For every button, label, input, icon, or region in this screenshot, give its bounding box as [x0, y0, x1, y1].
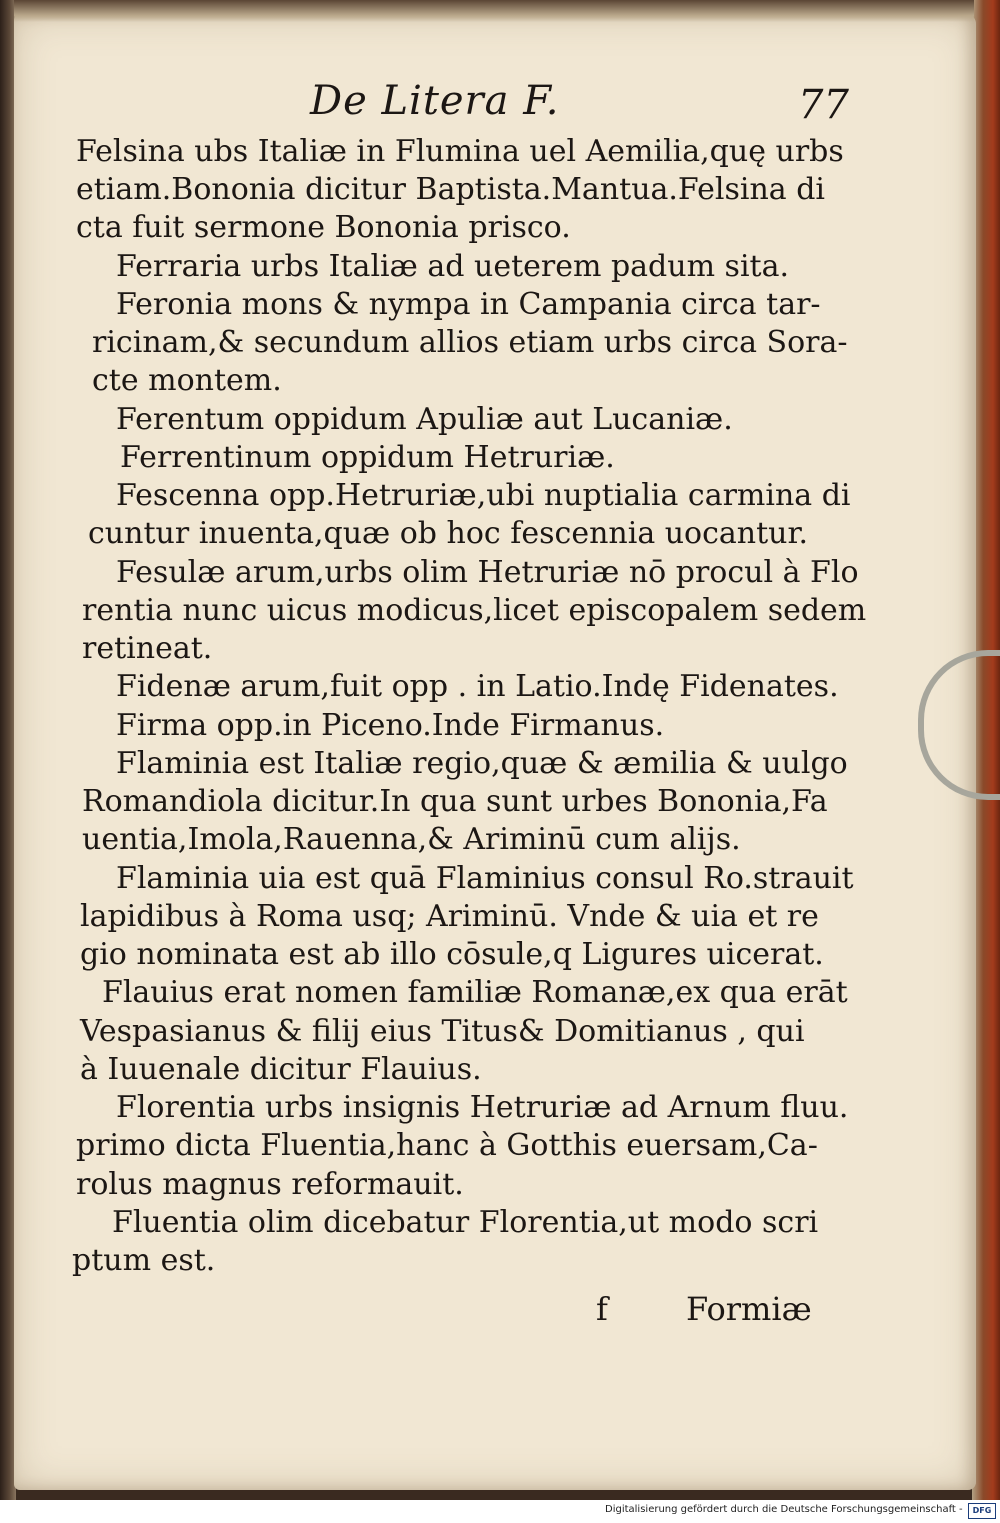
text-line: cte montem. [92, 363, 282, 398]
text-line: Feronia mons & nympa in Campania circa tar- [116, 287, 821, 322]
text-line: rentia nunc uicus modicus,licet episcopalem sedem [82, 593, 867, 628]
text-line: rolus magnus reformauit. [76, 1167, 464, 1202]
running-head: De Litera F. [310, 78, 560, 124]
signature-mark: f [596, 1290, 608, 1328]
text-line: Felsina ubs Italiæ in Flumina uel Aemilia,quę urbs [76, 134, 844, 169]
text-line: cta fuit sermone Bononia prisco. [76, 210, 571, 245]
page-number: 77 [798, 82, 849, 128]
text-line: à Iuuenale dicitur Flauius. [80, 1052, 482, 1087]
text-line: Flauius erat nomen familiæ Romanæ,ex qua erāt [102, 975, 848, 1010]
text-line: Firma opp.in Piceno.Inde Firmanus. [116, 708, 665, 743]
funding-notice: Digitalisierung gefördert durch die Deutsche Forschungsgemeinschaft - [605, 1504, 963, 1515]
text-line: Ferrentinum oppidum Hetruriæ. [120, 440, 615, 475]
page-top-shadow [14, 0, 974, 22]
text-line: Fescenna opp.Hetruriæ,ubi nuptialia carmina di [116, 478, 851, 513]
text-line: retineat. [82, 631, 213, 666]
text-line: uentia,Imola,Rauenna,& Ariminū cum alijs. [82, 822, 741, 857]
text-line: ptum est. [72, 1243, 216, 1278]
text-line: Vespasianus & filij eius Titus& Domitianus , qui [80, 1014, 805, 1049]
text-line: ricinam,& secundum allios etiam urbs circa Sora- [92, 325, 848, 360]
text-line: Ferentum oppidum Apuliæ aut Lucaniæ. [116, 402, 733, 437]
dfg-logo: DFG [968, 1503, 996, 1519]
text-line: Fesulæ arum,urbs olim Hetruriæ nō procul à Flo [116, 555, 859, 590]
text-line: Fluentia olim dicebatur Florentia,ut modo scri [112, 1205, 819, 1240]
text-line: cuntur inuenta,quæ ob hoc fescennia uocantur. [88, 516, 809, 551]
page-header [70, 78, 890, 128]
catchword: Formiæ [686, 1290, 812, 1328]
text-line: lapidibus à Roma usq; Ariminū. Vnde & uia et re [80, 899, 819, 934]
text-line: Flaminia uia est quā Flaminius consul Ro.strauit [116, 861, 854, 896]
text-line: Ferraria urbs Italiæ ad ueterem padum sita. [116, 249, 790, 284]
text-line: etiam.Bononia dicitur Baptista.Mantua.Felsina di [76, 172, 825, 207]
text-line: Florentia urbs insignis Hetruriæ ad Arnum fluu. [116, 1090, 849, 1125]
text-line: primo dicta Fluentia,hanc à Gotthis euersam,Ca- [76, 1128, 818, 1163]
text-line: gio nominata est ab illo cōsule,q Ligures uicerat. [80, 937, 824, 972]
text-line: Romandiola dicitur.In qua sunt urbes Bononia,Fa [82, 784, 828, 819]
text-line: Flaminia est Italiæ regio,quæ & æmilia & uulgo [116, 746, 848, 781]
text-line: Fidenæ arum,fuit opp . in Latio.Indę Fidenates. [116, 669, 839, 704]
